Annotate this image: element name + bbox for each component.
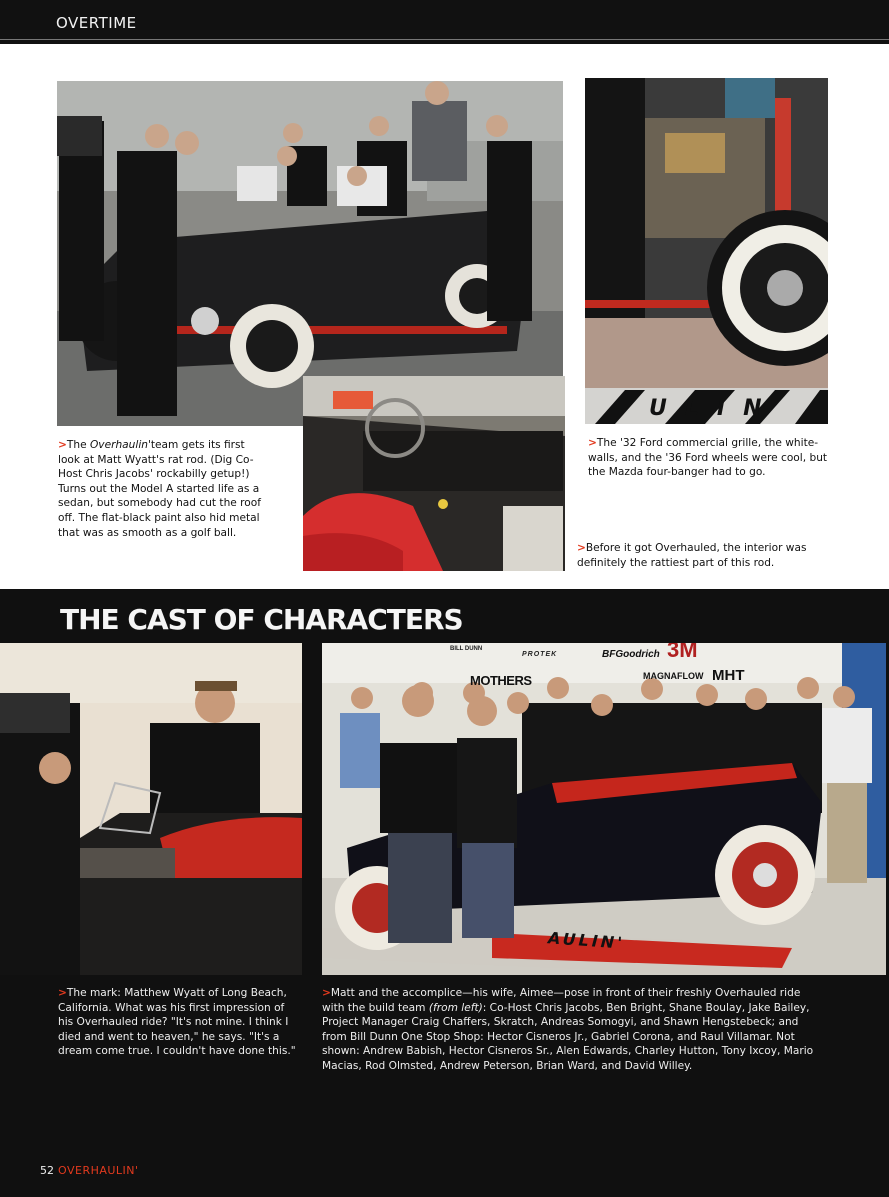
- caption-from-left: (from left): [428, 1001, 483, 1014]
- page-footer: [40, 1164, 139, 1177]
- photo-grille-whitewall: [585, 78, 828, 424]
- cast-section: [0, 589, 889, 1197]
- caption-arrow: >: [58, 439, 67, 451]
- magazine-name: OVERHAULIN': [58, 1164, 139, 1177]
- caption-text: The '32 Ford commercial grille, the white-walls, and the '36 Ford wheels were cool, but the Mazda four-banger had to go.: [588, 437, 828, 479]
- caption-interior: [577, 541, 829, 570]
- banner-protek: PROTEK: [522, 651, 558, 658]
- floor-logo-top: ULIN: [649, 396, 780, 421]
- caption-build-team: [322, 986, 820, 1074]
- caption-arrow: >: [588, 437, 597, 449]
- photo-team-inspecting-car: [57, 81, 563, 426]
- header-rule: [0, 39, 889, 40]
- caption-text: team gets its first look at Matt Wyatt's rat rod. (Dig Co-Host Chris Jacobs' rockabilly getup!) Turns out the Model A started life as a sedan, but somebody had cut the roof off. The flat-black paint also hid metal that was as smooth as a golf ball.: [58, 439, 261, 539]
- caption-arrow: >: [322, 987, 331, 999]
- banner-bill-dunn: BILL DUNN: [450, 646, 483, 652]
- photo-matt-wyatt: [0, 643, 302, 975]
- banner-magnaflow: MAGNAFLOW: [643, 671, 704, 681]
- banner-mothers: MOTHERS: [470, 673, 532, 688]
- caption-team-look: [58, 438, 270, 540]
- caption-text: : Co-Host Chris Jacobs, Ben Bright, Shane Boulay, Jake Bailey, Project Manager Craig Chaffers, Skratch, Andreas Somogyi, and Shawn Hengstebeck; and from Bill Dunn One Stop Shop: Hector Cisneros Jr., Gabriel Corona, and Raul Villamar. Not shown: Andrew Babish, Hector Cisneros Sr., Alen Edwards, Charley Hutton, Tony Ixcoy, Mario Macias, Rod Olmsted, Andrew Peterson, Brian Ward, and David Willey.: [322, 1001, 814, 1072]
- show-name: Overhaulin': [89, 439, 151, 451]
- photo-build-team: [322, 643, 886, 975]
- section-header: [0, 0, 889, 44]
- caption-mark: [58, 986, 298, 1059]
- page-number: 52: [40, 1164, 54, 1177]
- caption-text: Before it got Overhauled, the interior was definitely the rattiest part of this rod.: [577, 542, 807, 569]
- caption-text: Matt and the accomplice—his wife, Aimee—pose in front of their freshly Overhauled ride with the build team: [322, 987, 801, 1014]
- caption-text: The mark: Matthew Wyatt of Long Beach, California. What was his first impression of his Overhauled ride? "It's not mine. I think I died and went to heaven," he says. "It's a dream come true. I couldn't have done this.": [58, 987, 296, 1058]
- banner-3m: 3M: [667, 643, 698, 662]
- caption-text: The: [66, 439, 90, 451]
- caption-grille: [588, 436, 833, 480]
- banner-bfgoodrich: BFGoodrich: [602, 649, 660, 660]
- section-label: OVERTIME: [56, 14, 137, 32]
- floor-logo: AULIN': [547, 928, 626, 953]
- caption-arrow: >: [58, 987, 67, 999]
- photo-interior: [303, 376, 565, 571]
- section-title: THE CAST OF CHARACTERS: [60, 603, 463, 636]
- banner-mht: MHT: [712, 667, 745, 684]
- caption-arrow: >: [577, 542, 586, 554]
